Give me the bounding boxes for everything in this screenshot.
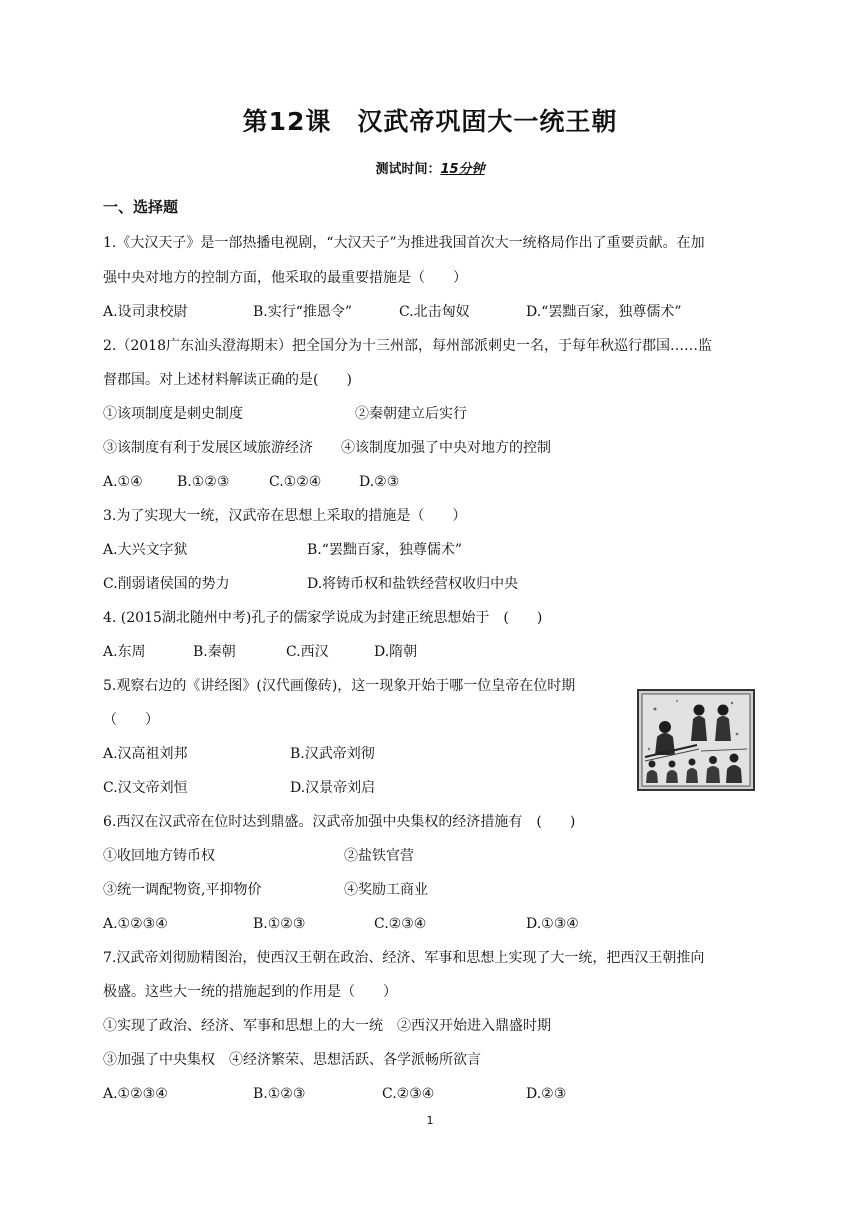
q6-stem: 6.西汉在汉武帝在位时达到鼎盛。汉武帝加强中央集权的经济措施有 ( ) xyxy=(103,814,576,830)
q4-option-a: A.东周 xyxy=(103,644,146,660)
q2-stem-line2: 督郡国。对上述材料解读正确的是( ) xyxy=(103,372,352,388)
q4-stem: 4. (2015湖北随州中考)孔子的儒家学说成为封建正统思想始于 ( ) xyxy=(103,610,543,626)
q5-option-d: D.汉景帝刘启 xyxy=(290,780,376,796)
q7-stem-line2: 极盛。这些大一统的措施起到的作用是（ ） xyxy=(103,984,397,1000)
q1-option-d: D.“罢黜百家，独尊儒术” xyxy=(526,304,682,320)
q3-stem: 3.为了实现大一统，汉武帝在思想上采取的措施是（ ） xyxy=(103,508,467,524)
q2-option-d: D.②③ xyxy=(359,474,400,490)
q2-stem-line1: 2.（2018广东汕头澄海期末）把全国分为十三州部，每州部派刺史一名，于每年秋巡行郡国……监 xyxy=(103,338,712,354)
q3-option-c: C.削弱诸侯国的势力 xyxy=(103,576,230,592)
q7-stem-line1: 7.汉武帝刘彻励精图治，使西汉王朝在政治、经济、军事和思想上实现了大一统，把西汉王朝推向 xyxy=(103,950,705,966)
q1-option-a: A.设司隶校尉 xyxy=(103,304,188,320)
q2-statement-3: ③该制度有利于发展区域旅游经济 xyxy=(103,440,313,456)
q4-option-c: C.西汉 xyxy=(286,644,329,660)
q7-option-b: B.①②③ xyxy=(253,1086,306,1102)
lecture-scene-brick-image xyxy=(637,689,755,791)
q1-stem-line1: 1.《大汉天子》是一部热播电视剧，“大汉天子”为推进我国首次大一统格局作出了重要贡献。在加 xyxy=(103,235,705,251)
q5-option-c: C.汉文帝刘恒 xyxy=(103,780,188,796)
q6-option-d: D.①③④ xyxy=(526,916,579,932)
q1-option-b: B.实行“推恩令” xyxy=(253,304,353,320)
q1-option-c: C.北击匈奴 xyxy=(399,304,470,320)
q7-statements-line2: ③加强了中央集权 ④经济繁荣、思想活跃、各学派畅所欲言 xyxy=(103,1052,481,1068)
q7-statements-line1: ①实现了政治、经济、军事和思想上的大一统 ②西汉开始进入鼎盛时期 xyxy=(103,1018,551,1034)
q6-option-a: A.①②③④ xyxy=(103,916,168,932)
q2-statement-4: ④该制度加强了中央对地方的控制 xyxy=(341,440,551,456)
q5-option-a: A.汉高祖刘邦 xyxy=(103,746,188,762)
q5-stem-line1: 5.观察右边的《讲经图》(汉代画像砖)，这一现象开始于哪一位皇帝在位时期 xyxy=(103,678,576,694)
page-number: 1 xyxy=(426,1114,434,1127)
q7-option-d: D.②③ xyxy=(526,1086,567,1102)
q7-option-a: A.①②③④ xyxy=(103,1086,168,1102)
q1-stem-line2: 强中央对地方的控制方面，他采取的最重要措施是（ ） xyxy=(103,270,467,286)
q2-statement-1: ①该项制度是刺史制度 xyxy=(103,406,243,422)
q4-option-b: B.秦朝 xyxy=(193,644,236,660)
test-time xyxy=(0,158,860,177)
q6-statement-3: ③统一调配物资,平抑物价 xyxy=(103,882,262,898)
q4-option-d: D.隋朝 xyxy=(374,644,418,660)
q2-statement-2: ②秦朝建立后实行 xyxy=(355,406,467,422)
q3-option-d: D.将铸币权和盐铁经营权收归中央 xyxy=(307,576,519,592)
q2-option-c: C.①②④ xyxy=(269,474,322,490)
q3-option-b: B.“罢黜百家，独尊儒术” xyxy=(307,542,463,558)
test-time-label: 测试时间： xyxy=(375,162,441,177)
q6-option-c: C.②③④ xyxy=(374,916,427,932)
q7-option-c: C.②③④ xyxy=(382,1086,435,1102)
q6-option-b: B.①②③ xyxy=(253,916,306,932)
q5-option-b: B.汉武帝刘彻 xyxy=(290,746,375,762)
q6-statement-1: ①收回地方铸币权 xyxy=(103,848,215,864)
section-heading: 一、选择题 xyxy=(103,198,179,216)
page-title: 第12课 汉武帝巩固大一统王朝 xyxy=(242,107,618,136)
q3-option-a: A.大兴文字狱 xyxy=(103,542,188,558)
q5-stem-line2: （ ） xyxy=(103,712,159,728)
q2-option-a: A.①④ xyxy=(103,474,143,490)
q6-statement-2: ②盐铁官营 xyxy=(344,848,414,864)
test-time-value: 15分钟 xyxy=(440,162,485,177)
q2-option-b: B.①②③ xyxy=(177,474,230,490)
q6-statement-4: ④奖励工商业 xyxy=(344,882,428,898)
